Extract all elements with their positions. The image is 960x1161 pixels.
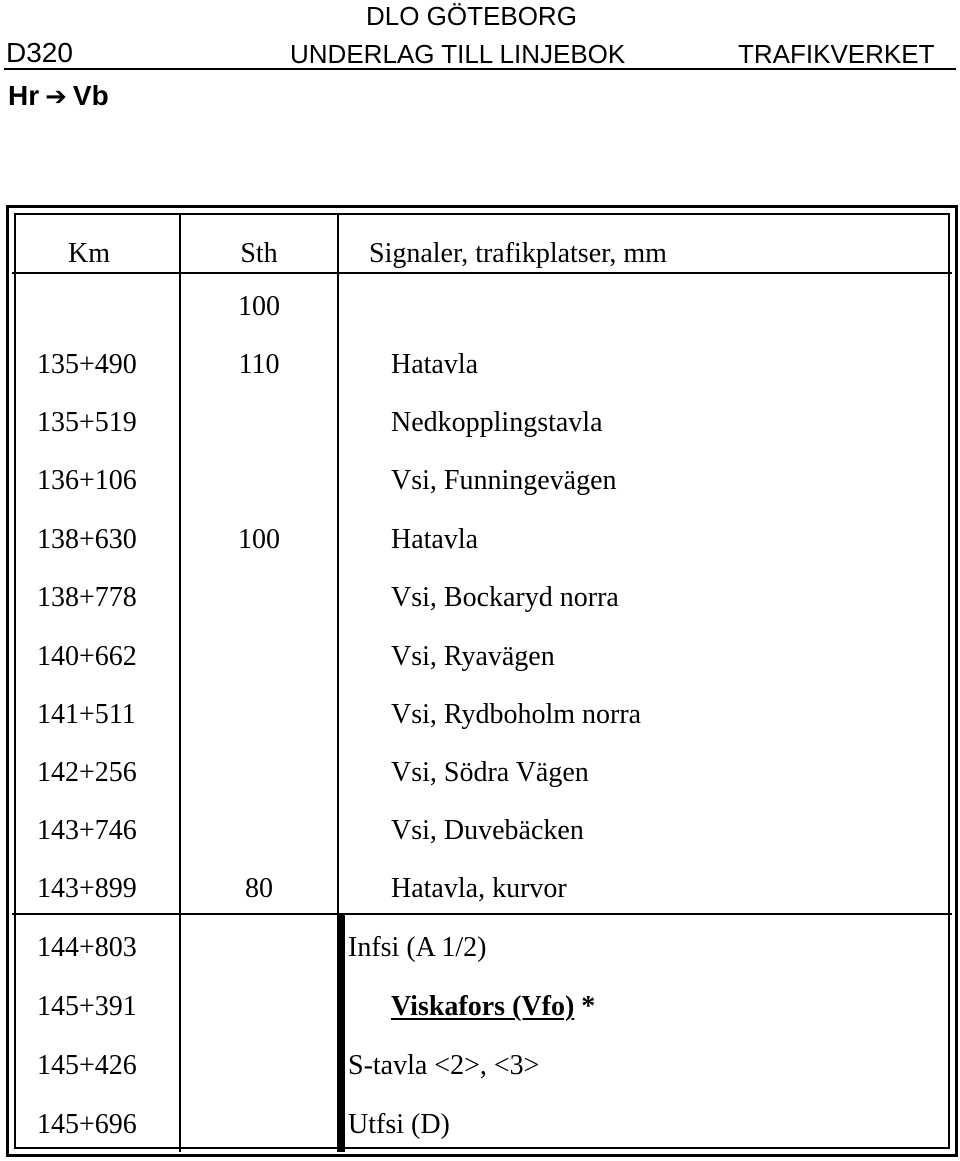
km-value: 142+256 xyxy=(37,757,137,788)
station-label xyxy=(391,993,595,1021)
signal-label: Vsi, Duvebäcken xyxy=(391,815,584,846)
km-value: 145+426 xyxy=(37,1050,137,1081)
km-value: 143+746 xyxy=(37,815,137,846)
route-code: D320 xyxy=(6,37,73,68)
header-rule xyxy=(4,68,956,70)
sth-value: 80 xyxy=(245,873,273,904)
header-top-title: DLO GÖTEBORG xyxy=(366,1,577,31)
km-value: 140+662 xyxy=(37,641,137,672)
column-header-signals: Signaler, trafikplatser, mm xyxy=(369,238,667,269)
header-row-divider xyxy=(12,272,952,274)
km-value: 138+778 xyxy=(37,582,137,613)
km-value: 144+803 xyxy=(37,932,137,963)
signal-label: Hatavla, kurvor xyxy=(391,873,567,904)
section-divider xyxy=(12,913,952,915)
km-value: 143+899 xyxy=(37,873,137,904)
arrow-right-icon: ➔ xyxy=(45,82,67,112)
station-section-bar xyxy=(337,913,345,1152)
sth-value: 110 xyxy=(238,349,280,380)
direction-to: Vb xyxy=(72,80,109,111)
signal-label: Utfsi (D) xyxy=(348,1109,450,1140)
signal-label: Vsi, Södra Vägen xyxy=(391,757,589,788)
signal-label: Vsi, Rydboholm norra xyxy=(391,699,642,730)
km-value: 136+106 xyxy=(37,465,137,496)
column-header-sth: Sth xyxy=(240,238,278,269)
km-value: 135+490 xyxy=(37,349,137,380)
signal-label: Vsi, Bockaryd norra xyxy=(391,582,619,613)
km-value: 135+519 xyxy=(37,407,137,438)
station-name: Viskafors (Vfo) xyxy=(391,991,575,1022)
km-value: 145+696 xyxy=(37,1109,137,1140)
organization-name: TRAFIKVERKET xyxy=(738,39,935,69)
km-value: 138+630 xyxy=(37,524,137,555)
initial-sth-value: 100 xyxy=(238,291,280,322)
km-value: 145+391 xyxy=(37,991,137,1022)
station-marker: * xyxy=(574,991,596,1022)
km-value: 141+511 xyxy=(37,699,136,730)
column-header-km: Km xyxy=(68,238,110,269)
direction-from: Hr xyxy=(8,80,40,111)
signal-label: Vsi, Funningevägen xyxy=(391,465,617,496)
signal-label: Infsi (A 1/2) xyxy=(348,932,487,963)
signal-label: Vsi, Ryavägen xyxy=(391,641,555,672)
direction-label xyxy=(8,82,109,110)
sth-value: 100 xyxy=(238,524,280,555)
document-title: UNDERLAG TILL LINJEBOK xyxy=(290,39,626,69)
signal-label: Nedkopplingstavla xyxy=(391,407,603,438)
signal-label: Hatavla xyxy=(391,349,479,380)
signal-label: Hatavla xyxy=(391,524,479,555)
signal-label: S-tavla <2>, <3> xyxy=(348,1050,540,1081)
